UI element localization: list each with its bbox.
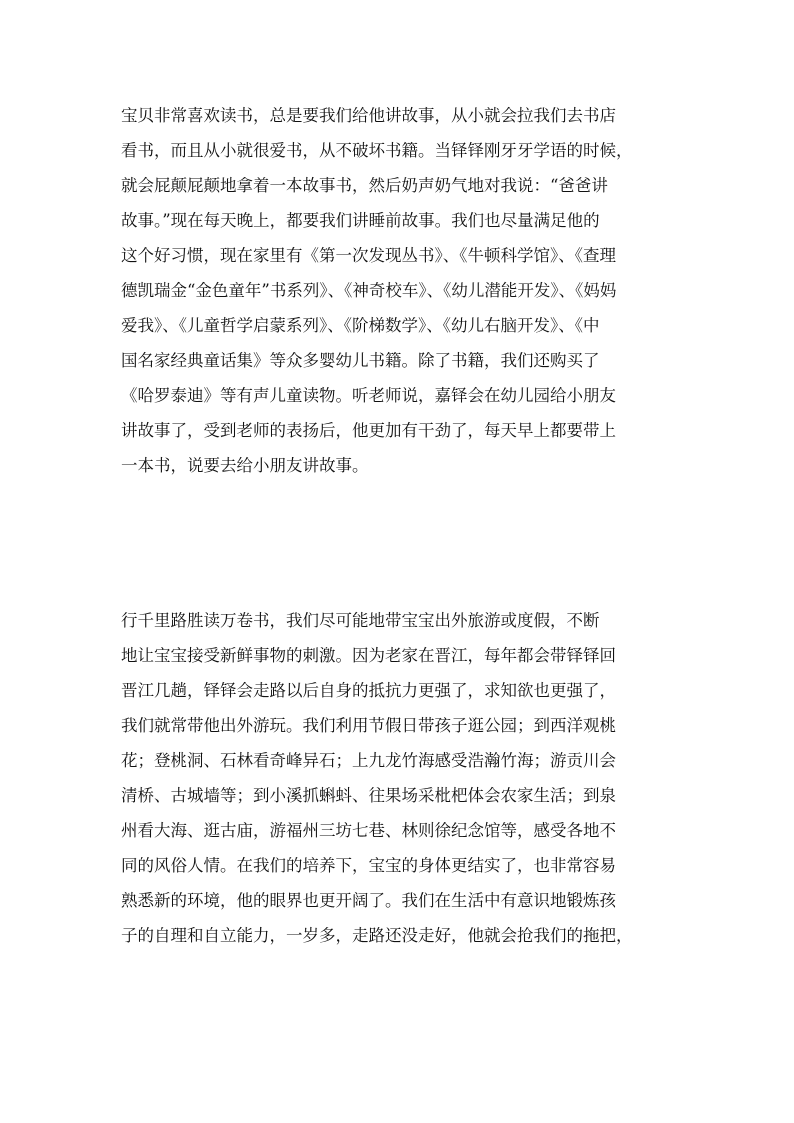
text-line: 德凯瑞金“金色童年”书系列》、《神奇校车》、《幼儿潜能开发》、《妈妈 bbox=[121, 281, 617, 300]
text-line: 讲故事了，受到老师的表扬后，他更加有干劲了，每天早上都要带上 bbox=[121, 421, 616, 440]
text-line: 我们就常带他出外游玩。我们利用节假日带孩子逛公园；到西洋观桃 bbox=[121, 716, 616, 735]
text-line: 清桥、古城墙等；到小溪抓蝌蚪、往果场采枇杷体会农家生活；到泉 bbox=[121, 786, 616, 805]
text-line: 晋江几趟，铎铎会走路以后自身的抵抗力更强了，求知欲也更强了， bbox=[121, 681, 616, 700]
text-line: 同的风俗人情。在我们的培养下，宝宝的身体更结实了，也非常容易 bbox=[121, 856, 616, 875]
text-line: 花；登桃洞、石林看奇峰异石；上九龙竹海感受浩瀚竹海；游贡川会 bbox=[121, 751, 616, 770]
text-line: 熟悉新的环境，他的眼界也更开阔了。我们在生活中有意识地锻炼孩 bbox=[121, 891, 616, 910]
text-line: 看书，而且从小就很爱书，从不破坏书籍。当铎铎刚牙牙学语的时候， bbox=[121, 141, 633, 160]
text-line: 行千里路胜读万卷书，我们尽可能地带宝宝出外旅游或度假，不断 bbox=[121, 611, 600, 630]
text-line: 国名家经典童话集》等众多婴幼儿书籍。除了书籍，我们还购买了 bbox=[121, 351, 600, 370]
text-line: 故事。”现在每天晚上，都要我们讲睡前故事。我们也尽量满足他的 bbox=[121, 211, 600, 230]
text-line: 爱我》、《儿童哲学启蒙系列》、《阶梯数学》、《幼儿右脑开发》、《中 bbox=[121, 316, 600, 335]
text-line: 就会屁颠屁颠地拿着一本故事书，然后奶声奶气地对我说：“爸爸讲 bbox=[121, 176, 608, 195]
text-line: 子的自理和自立能力，一岁多，走路还没走好，他就会抢我们的拖把， bbox=[121, 926, 633, 945]
text-line: 这个好习惯，现在家里有《第一次发现丛书》、《牛顿科学馆》、《查理 bbox=[121, 246, 616, 265]
text-line: 州看大海、逛古庙，游福州三坊七巷、林则徐纪念馆等，感受各地不 bbox=[121, 821, 616, 840]
text-line: 宝贝非常喜欢读书，总是要我们给他讲故事，从小就会拉我们去书店 bbox=[121, 106, 616, 125]
text-line: 一本书，说要去给小朋友讲故事。 bbox=[121, 456, 369, 475]
text-line: 地让宝宝接受新鲜事物的刺激。因为老家在晋江，每年都会带铎铎回 bbox=[121, 646, 616, 665]
text-line: 《哈罗泰迪》等有声儿童读物。听老师说，嘉铎会在幼儿园给小朋友 bbox=[121, 386, 616, 405]
